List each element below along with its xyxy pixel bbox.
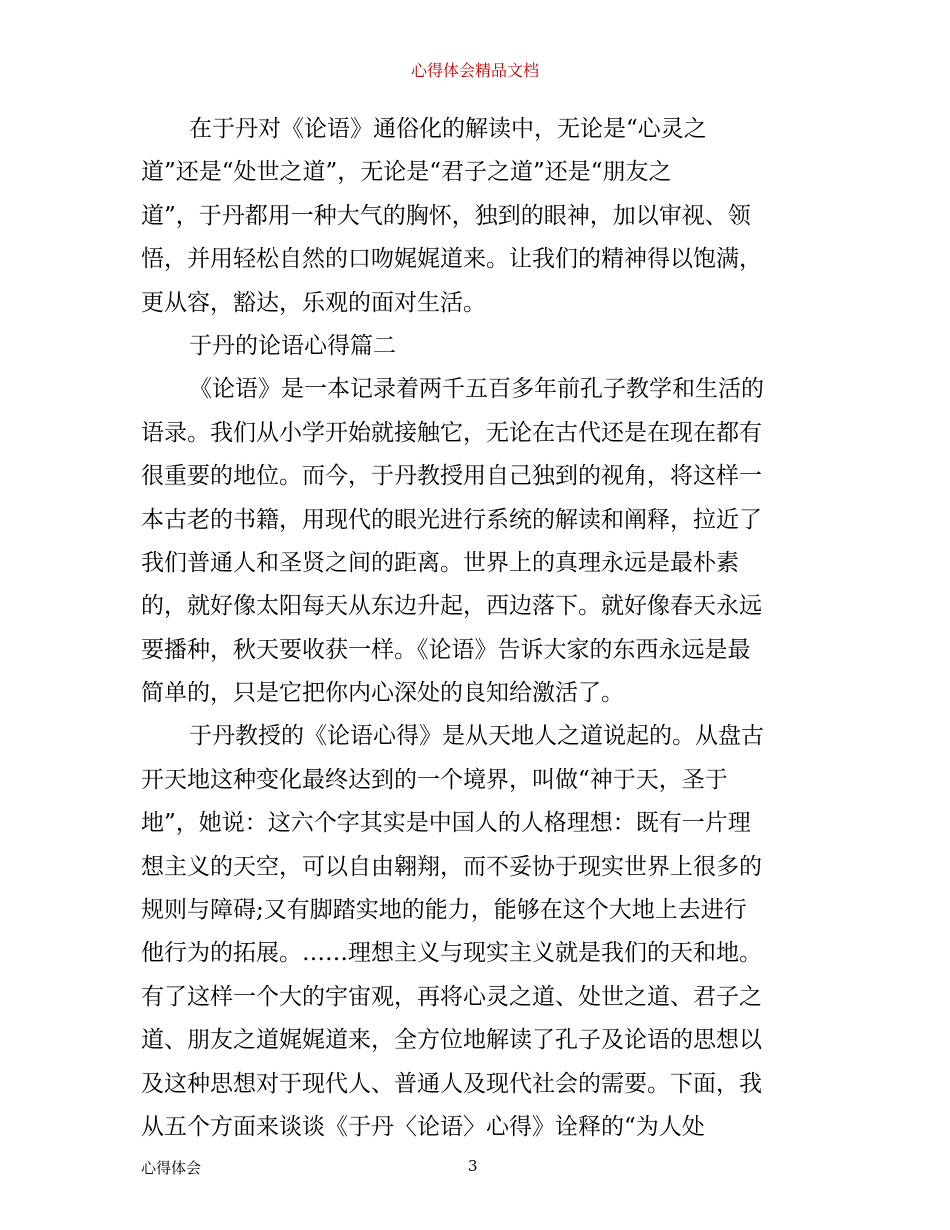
text-line: 要播种，秋天要收获一样。《论语》告诉大家的东西永远是最 <box>141 636 751 663</box>
text-line: 悟，并用轻松自然的口吻娓娓道来。让我们的精神得以饱满， <box>141 246 762 273</box>
document-body <box>141 108 813 1149</box>
text-line: 想主义的天空，可以自由翱翔，而不妥协于现实世界上很多的 <box>141 853 762 880</box>
text-line: 语录。我们从小学开始就接触它，无论在古代还是在现在都有 <box>141 419 762 446</box>
text-line: 规则与障碍;又有脚踏实地的能力，能够在这个大地上去进行 <box>141 897 747 924</box>
text-line: 简单的，只是它把你内心深处的良知给激活了。 <box>141 680 624 707</box>
text-line: 开天地这种变化最终达到的一个境界，叫做“神于天，圣于 <box>141 766 728 793</box>
text-line: 道”还是“处世之道”，无论是“君子之道”还是“朋友之 <box>141 159 672 186</box>
page-header-title: 心得体会精品文档 <box>410 61 539 80</box>
text-line: 的，就好像太阳每天从东边升起，西边落下。就好像春天永远 <box>141 593 762 620</box>
text-line: 从五个方面来谈谈《于丹〈论语〉心得》诠释的“为人处 <box>141 1113 705 1140</box>
text-line: 道”，于丹都用一种大气的胸怀，独到的眼神，加以审视、领 <box>141 202 751 229</box>
text-line: 在于丹对《论语》通俗化的解读中，无论是“心灵之 <box>189 116 707 142</box>
text-line: 有了这样一个大的宇宙观，再将心灵之道、处世之道、君子之 <box>141 983 762 1010</box>
text-line: 及这种思想对于现代人、普通人及现代社会的需要。下面，我 <box>141 1070 762 1097</box>
text-line: 于丹的论语心得篇二 <box>189 332 396 359</box>
text-line: 很重要的地位。而今，于丹教授用自己独到的视角，将这样一 <box>141 463 762 490</box>
text-line: 《论语》是一本记录着两千五百多年前孔子教学和生活的 <box>189 376 764 403</box>
text-line: 我们普通人和圣贤之间的距离。世界上的真理永远是最朴素 <box>141 549 739 576</box>
text-line: 本古老的书籍，用现代的眼光进行系统的解读和阐释，拉近了 <box>141 506 762 533</box>
text-line: 更从容，豁达，乐观的面对生活。 <box>141 289 486 316</box>
footer-label: 心得体会 <box>141 1159 202 1177</box>
page-number: 3 <box>468 1157 478 1175</box>
text-line: 他行为的拓展。……理想主义与现实主义就是我们的天和地。 <box>141 940 762 967</box>
text-line: 道、朋友之道娓娓道来，全方位地解读了孔子及论语的思想以 <box>141 1027 762 1054</box>
text-line: 于丹教授的《论语心得》是从天地人之道说起的。从盘古 <box>189 723 764 750</box>
text-line: 地”，她说：这六个字其实是中国人的人格理想：既有一片理 <box>141 810 751 837</box>
